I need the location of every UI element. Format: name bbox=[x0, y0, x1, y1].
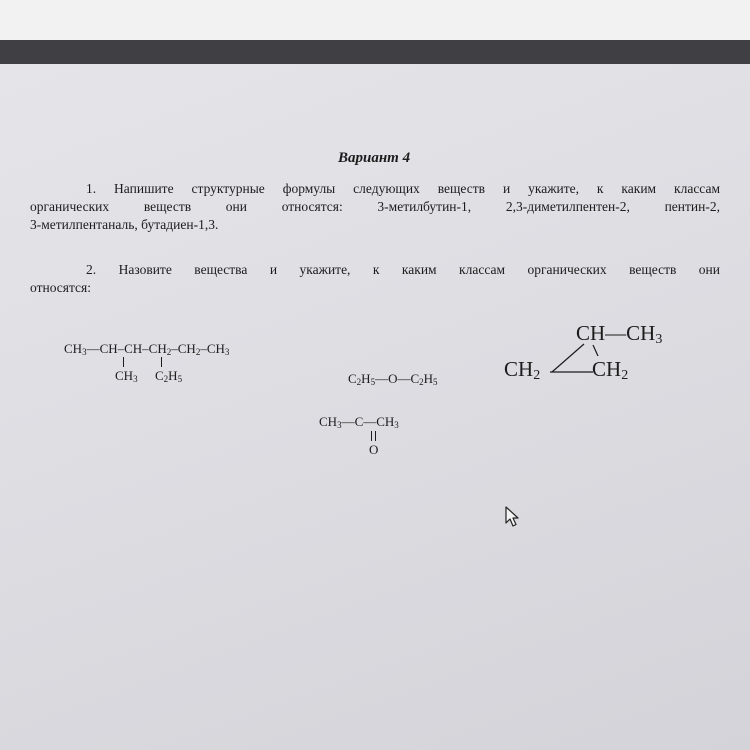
monitor-bezel bbox=[0, 40, 750, 64]
ring-bond-left bbox=[552, 344, 584, 372]
ethyl-branch: $C_2H_5$ bbox=[155, 368, 183, 384]
mouse-pointer-icon bbox=[505, 506, 521, 528]
bond-vertical bbox=[161, 357, 162, 367]
variant-heading: Вариант 4 bbox=[338, 150, 411, 166]
cyclo-top-group: $CH—CH_3$ bbox=[576, 321, 663, 347]
task-2-paragraph bbox=[30, 261, 720, 297]
ketone-oxygen: O bbox=[369, 442, 379, 457]
ring-bond-right bbox=[593, 345, 598, 356]
task-2-line: относятся: bbox=[30, 280, 92, 295]
task-1-line: 3-метилпентаналь, бутадиен-1,3. bbox=[30, 217, 219, 232]
ketone-chain: $CH_3—C—CH_3$ bbox=[319, 414, 399, 430]
formula-ether: $C_2H_5—O—C_2H_5$ bbox=[348, 371, 438, 387]
double-bond-line bbox=[371, 431, 372, 441]
ring-bonds bbox=[500, 318, 710, 388]
cyclo-left-group: $CH_2$ bbox=[504, 357, 541, 383]
methyl-branch: $CH_3$ bbox=[115, 368, 138, 384]
monitor-top-frame bbox=[0, 0, 750, 40]
formula-cyclopropane bbox=[500, 318, 710, 388]
formula-main-chain: $CH_3—CH-CH-CH_2-CH_2-CH_3$ bbox=[64, 341, 230, 357]
bond-vertical bbox=[123, 357, 124, 367]
cyclo-right-group: $CH_2$ bbox=[592, 357, 629, 383]
double-bond-line bbox=[375, 431, 376, 441]
task-1-paragraph bbox=[30, 180, 720, 234]
task-1-line: 1. Напишите структурные формулы следующих веществ и укажите, к каким классам bbox=[86, 181, 720, 196]
task-1-line: органических веществ они относятся: 3-метилбутин-1, 2,3-диметилпентен-2, пентин-2, bbox=[30, 199, 720, 214]
task-2-line: 2. Назовите вещества и укажите, к каким классам органических веществ они bbox=[86, 262, 720, 277]
